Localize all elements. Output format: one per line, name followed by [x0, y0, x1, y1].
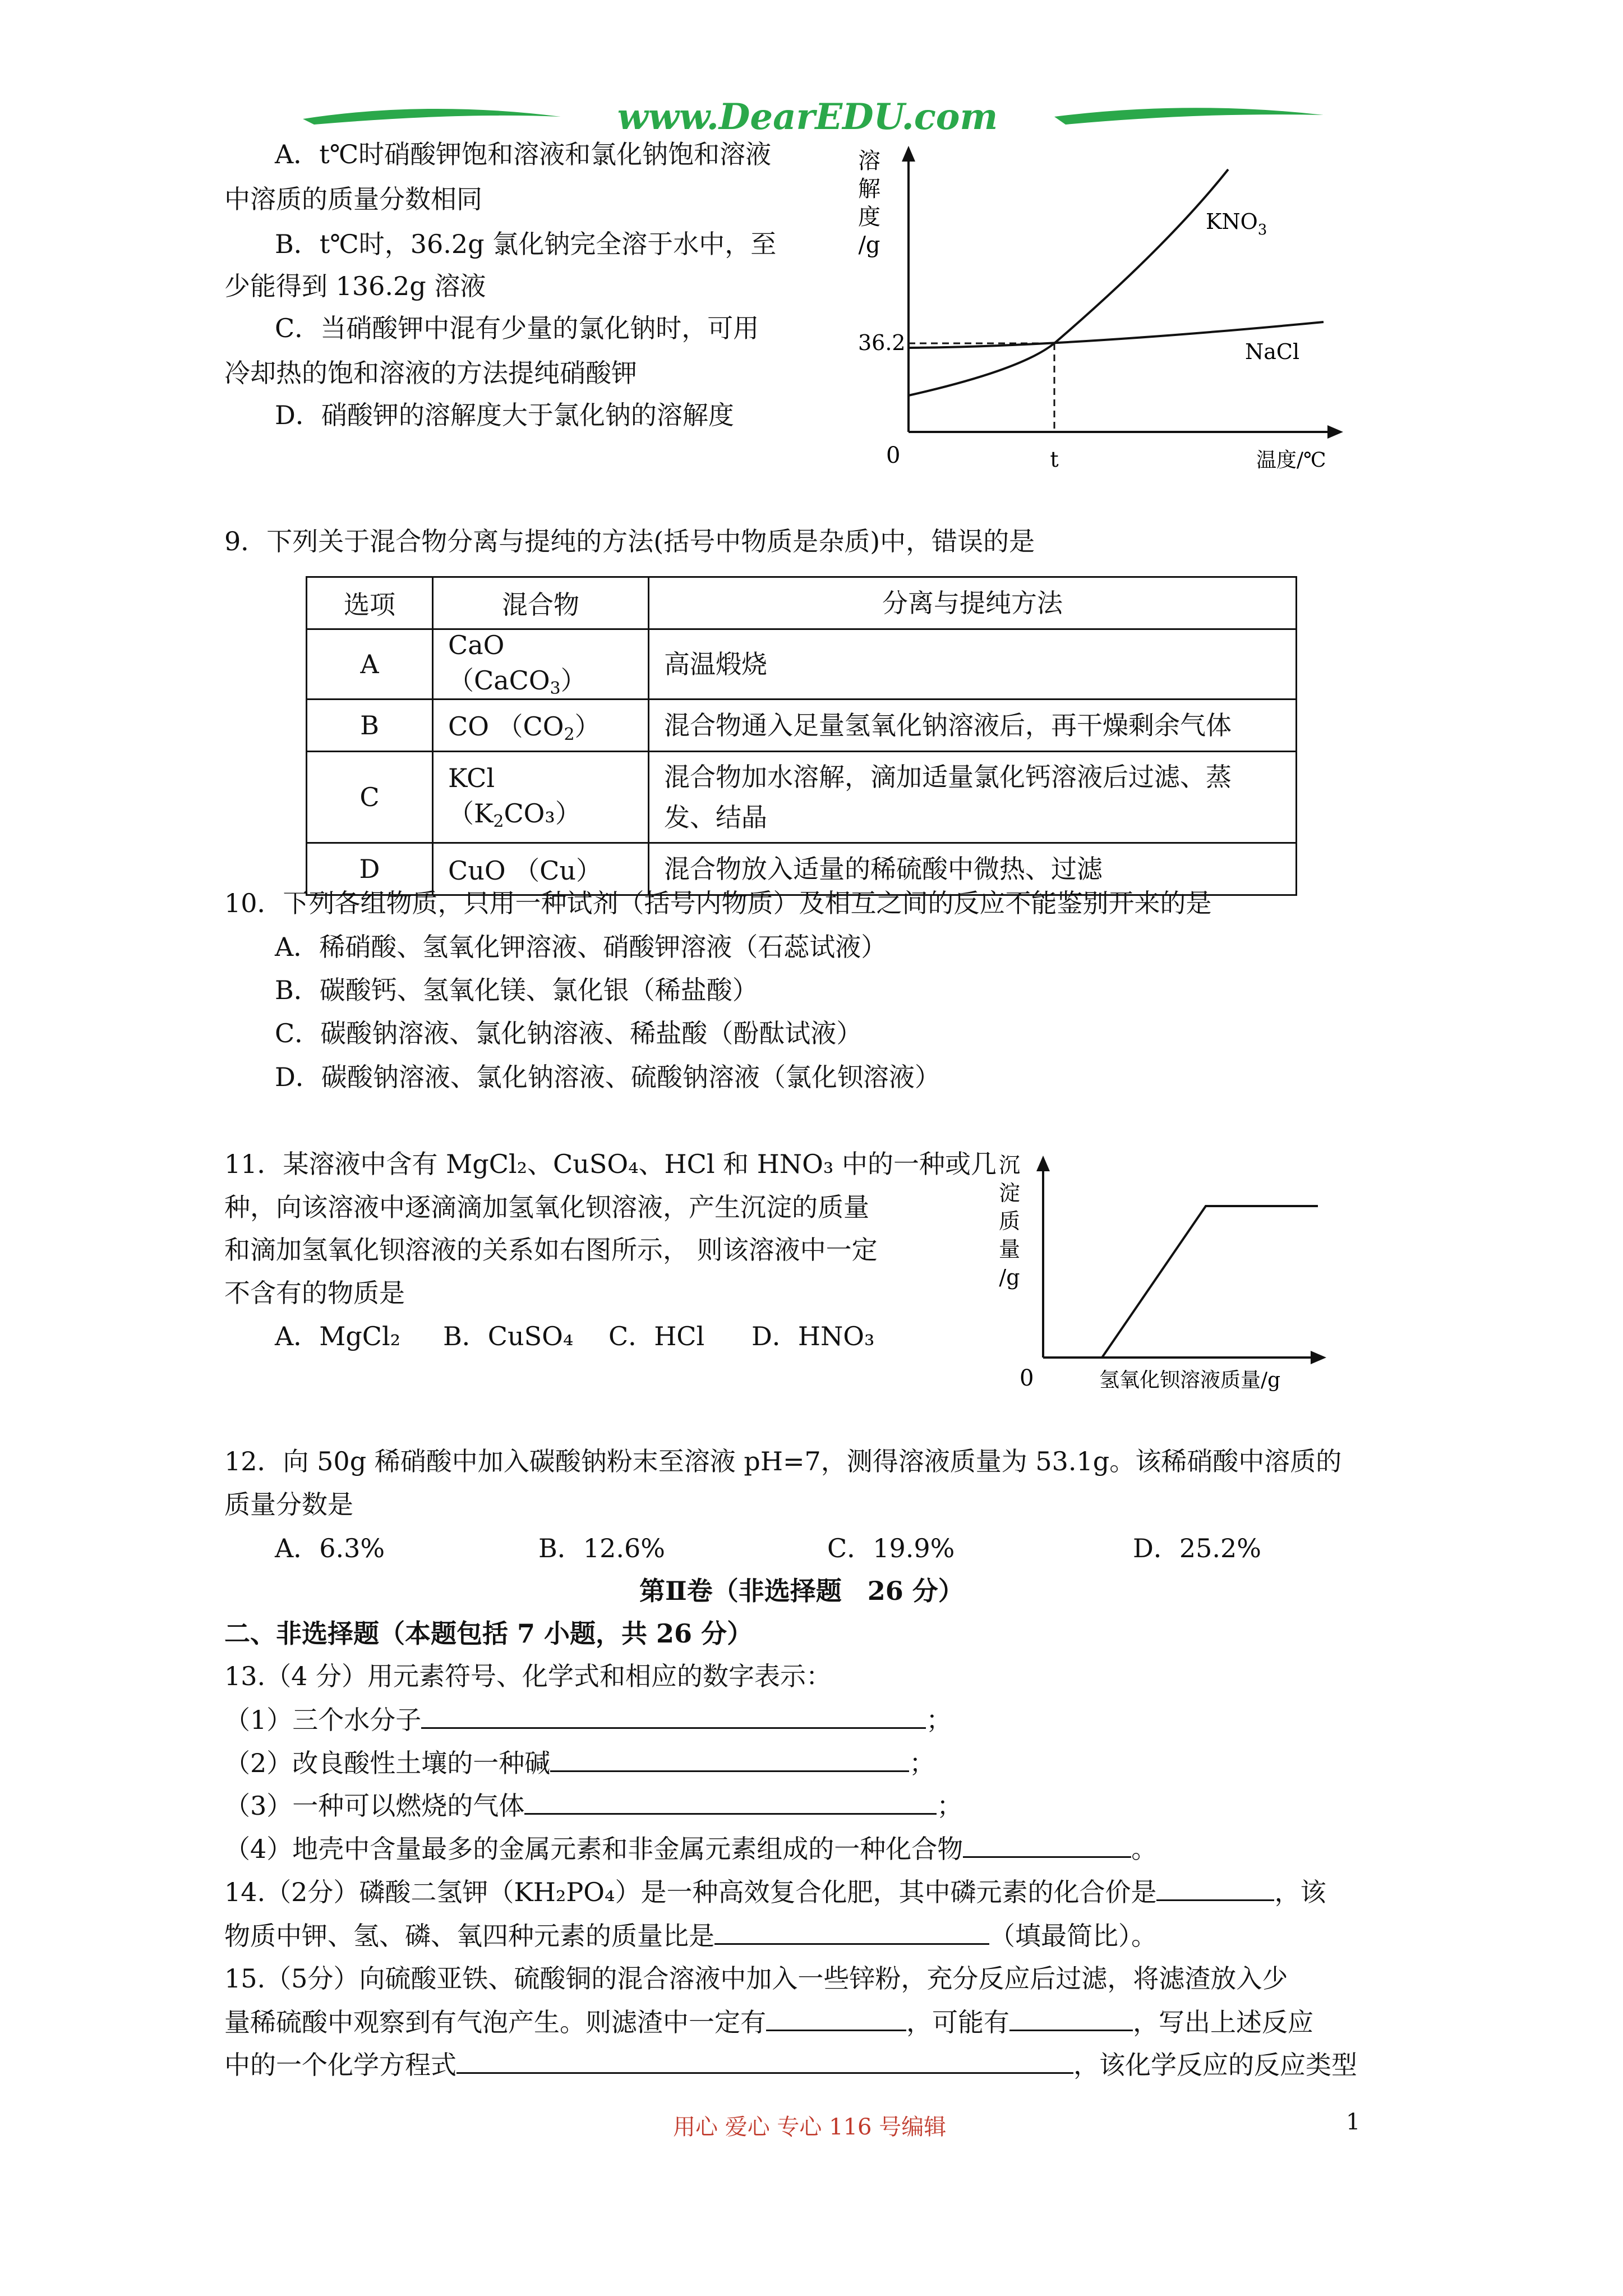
q8-option-b: B．t℃时，36.2g 氯化钠完全溶于水中，至 [275, 229, 777, 259]
q11-option: C．HCl [608, 1321, 705, 1351]
y-axis-arrow [1036, 1156, 1050, 1171]
table-cell-option: C [307, 752, 433, 843]
answer-blank[interactable] [1009, 2005, 1133, 2031]
q11-option: D．HNO₃ [751, 1321, 875, 1351]
q11-line: 和滴加氢氧化钡溶液的关系如右图所示， 则该溶液中一定 [224, 1235, 878, 1265]
y-axis-arrow [902, 146, 915, 162]
series-label-kno3: $KNO_3$ [1206, 209, 1267, 238]
table-cell-method: 高温煅烧 [649, 629, 1297, 700]
series-line-kno3 [909, 169, 1228, 395]
part2-title: 第Ⅱ卷（非选择题 26 分） [639, 1576, 964, 1606]
x-axis-arrow [1327, 425, 1343, 439]
table-cell-method: 混合物通入足量氢氧化钠溶液后，再干燥剩余气体 [649, 700, 1297, 752]
q11-option: B．CuSO₄ [443, 1321, 574, 1351]
q12-option: A．6.3% [275, 1533, 385, 1563]
table-row [307, 700, 1297, 752]
table-cell-mixture: CaO （CaCO$_3$） [433, 629, 649, 700]
y-axis-label-char-4: 量 [998, 1237, 1021, 1262]
x-axis-arrow [1311, 1351, 1326, 1364]
solubility-chart [830, 135, 1368, 482]
q13-stem: 13.（4 分）用元素符号、化学式和相应的数字表示： [224, 1661, 832, 1691]
series-line-precipitate [1043, 1206, 1318, 1358]
q8-option-c: C．当硝酸钾中混有少量的氯化钠时，可用 [275, 313, 759, 343]
q12-line: 质量分数是 [224, 1489, 353, 1520]
table-cell-mixture: CuO （Cu） [433, 843, 649, 895]
table-row [307, 629, 1297, 700]
x-axis-label: 氢氧化钡溶液质量/g [1099, 1369, 1281, 1392]
q10-option: A．稀硝酸、氢氧化钾溶液、硝酸钾溶液（石蕊试液） [275, 932, 887, 962]
y-axis-label-char-3: 度 [858, 204, 880, 230]
q13-item: （4）地壳中含量最多的金属元素和非金属元素组成的一种化合物 。 [224, 1832, 1157, 1866]
q11-line: 种，向该溶液中逐滴滴加氢氧化钡溶液，产生沉淀的质量 [224, 1192, 869, 1222]
q10-stem: 10．下列各组物质，只用一种试剂（括号内物质）及相互之间的反应不能鉴别开来的是 [224, 888, 1212, 918]
table-cell-option: D [307, 843, 433, 895]
header-banner [0, 0, 1623, 146]
q10-option: C．碳酸钠溶液、氯化钠溶液、稀盐酸（酚酞试液） [275, 1018, 863, 1048]
q8-option-b-cont: 少能得到 136.2g 溶液 [224, 271, 486, 301]
table-header-row [307, 577, 1297, 629]
answer-blank[interactable] [1156, 1875, 1274, 1901]
site-logo-text: www.DearEDU.com [617, 96, 998, 138]
q10-option: B．碳酸钙、氢氧化镁、氯化银（稀盐酸） [275, 975, 758, 1005]
origin-label: 0 [1020, 1365, 1034, 1391]
q12-option: C．19.9% [827, 1533, 955, 1563]
answer-blank[interactable] [714, 1918, 989, 1945]
y-axis-label-char-2: 淀 [998, 1181, 1021, 1205]
y-axis-label-char-5: /g [999, 1265, 1020, 1290]
answer-blank[interactable] [524, 1788, 937, 1815]
table-header: 分离与提纯方法 [649, 577, 1297, 629]
x-axis-label: 温度/℃ [1256, 449, 1326, 472]
answer-blank[interactable] [766, 2005, 906, 2031]
q14-line: 物质中钾、氢、磷、氧四种元素的质量比是 （填最简比）。 [224, 1918, 1157, 1953]
precipitate-chart [987, 1144, 1346, 1408]
table-cell-option: B [307, 700, 433, 752]
q12-option: D．25.2% [1133, 1533, 1262, 1563]
answer-blank[interactable] [963, 1832, 1131, 1858]
origin-label: 0 [886, 443, 901, 468]
q8-option-a-cont: 中溶质的质量分数相同 [224, 184, 482, 214]
q15-line: 量稀硫酸中观察到有气泡产生。则滤渣中一定有 ，可能有 ，写出上述反应 [224, 2005, 1313, 2039]
section-heading: 二、非选择题（本题包括 7 小题，共 26 分） [224, 1618, 753, 1649]
table-cell-mixture: KCl $(K_2CO_3)$ [433, 752, 649, 843]
q15-line: 15.（5分）向硫酸亚铁、硫酸铜的混合溶液中加入一些锌粉，充分反应后过滤，将滤渣放入少 [224, 1963, 1288, 1994]
series-label-nacl: NaCl [1245, 339, 1300, 364]
answer-blank[interactable] [421, 1703, 926, 1729]
q12-line: 12．向 50g 稀硝酸中加入碳酸钠粉末至溶液 pH=7，测得溶液质量为 53.1g。该稀硝酸中溶质的 [224, 1446, 1342, 1476]
q9-stem: 9．下列关于混合物分离与提纯的方法(括号中物质是杂质)中，错误的是 [224, 526, 1035, 556]
table-row [307, 752, 1297, 843]
banner-left-swoosh [303, 109, 561, 125]
q9-table [306, 576, 1297, 896]
x-tick-label: t [1050, 447, 1059, 472]
q10-option: D．碳酸钠溶液、氯化钠溶液、硫酸钠溶液（氯化钡溶液） [275, 1062, 940, 1092]
q8-option-d: D．硝酸钾的溶解度大于氯化钠的溶解度 [275, 400, 734, 430]
answer-blank[interactable] [550, 1746, 909, 1772]
table-cell-method: 混合物加水溶解，滴加适量氯化钙溶液后过滤、蒸发、结晶 [649, 752, 1297, 843]
table-cell-method: 混合物放入适量的稀硫酸中微热、过滤 [649, 843, 1297, 895]
y-axis-label-char-4: /g [858, 232, 880, 258]
q8-option-c-cont: 冷却热的饱和溶液的方法提纯硝酸钾 [224, 358, 637, 388]
q11-option: A．MgCl₂ [275, 1321, 401, 1351]
y-axis-label-char-3: 质 [998, 1209, 1021, 1234]
q8-option-a: A．t℃时硝酸钾饱和溶液和氯化钠饱和溶液 [275, 139, 772, 169]
q13-item: （3）一种可以燃烧的气体 ； [224, 1788, 962, 1823]
y-axis-label-char-2: 解 [858, 176, 880, 202]
y-axis-label-char-1: 溶 [858, 148, 880, 174]
y-tick-label: 36.2 [858, 330, 906, 355]
q15-line: 中的一个化学方程式 ，该化学反应的反应类型 [224, 2047, 1357, 2082]
footer-text: 用心 爱心 专心 116 号编辑 [673, 2114, 947, 2140]
q14-line: 14.（2分）磷酸二氢钾（KH₂PO₄）是一种高效复合化肥，其中磷元素的化合价是 ，该 [224, 1875, 1326, 1909]
q13-item: （1）三个水分子 ； [224, 1703, 952, 1737]
answer-blank[interactable] [457, 2047, 1073, 2074]
y-axis-label-char-1: 沉 [998, 1153, 1021, 1177]
table-cell-option: A [307, 629, 433, 700]
page-number: 1 [1346, 2109, 1361, 2135]
banner-right-swoosh [1054, 108, 1324, 125]
q11-line: 不含有的物质是 [224, 1278, 405, 1308]
q13-item: （2）改良酸性土壤的一种碱 ； [224, 1746, 935, 1780]
table-header: 混合物 [433, 577, 649, 629]
table-header: 选项 [307, 577, 433, 629]
q12-option: B．12.6% [538, 1533, 665, 1563]
table-cell-mixture: CO $(CO_2)$ [433, 700, 649, 752]
q11-line: 11．某溶液中含有 MgCl₂、CuSO₄、HCl 和 HNO₃ 中的一种或几 [224, 1149, 997, 1179]
